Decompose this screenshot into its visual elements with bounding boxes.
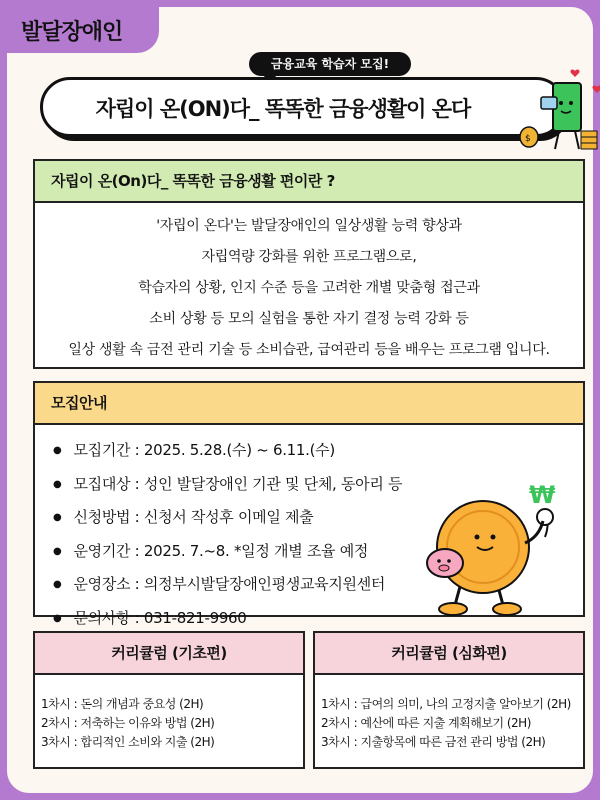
curriculum-item: 1차시 : 급여의 의미, 나의 고정지출 알아보기 (2H) — [321, 697, 571, 711]
piggy-bank-icon — [427, 549, 463, 577]
curriculum-basic — [33, 631, 305, 769]
heart-icon — [570, 70, 579, 77]
curriculum-item: 2차시 : 예산에 따른 지출 계획해보기 (2H) — [321, 716, 531, 730]
recruit-heading: 모집안내 — [35, 383, 583, 425]
intro-section — [33, 159, 585, 369]
won-icon: ₩ — [529, 481, 556, 509]
recruit-item: ● 운영기간 : 2025. 7.~8. *일정 개별 조율 예정 — [53, 536, 583, 570]
curriculum-basic-heading: 커리큘럼 (기초편) — [35, 633, 303, 675]
poster — [7, 7, 593, 793]
intro-line: 소비 상황 등 모의 실험을 통한 자기 결정 능력 강화 등 — [149, 311, 469, 327]
curriculum-item: 3차시 : 지출항목에 따른 금전 관리 방법 (2H) — [321, 735, 546, 749]
heart-icon — [592, 86, 600, 93]
intro-line: '자립이 온다'는 발달장애인의 일상생활 능력 향상과 — [156, 218, 462, 234]
title-banner — [40, 77, 566, 137]
intro-line: 학습자의 상황, 인지 수준 등을 고려한 개별 맞춤형 접근과 — [138, 280, 480, 296]
curriculum-item: 1차시 : 돈의 개념과 중요성 (2H) — [41, 697, 204, 711]
curriculum-item: 3차시 : 합리적인 소비와 지출 (2H) — [41, 735, 215, 749]
intro-line: 자립역량 강화를 위한 프로그램으로, — [201, 249, 417, 265]
intro-heading: 자립이 온(On)다_ 똑똑한 금융생활 편이란 ? — [35, 161, 583, 203]
page-title: 자립이 온(ON)다_ 똑똑한 금융생활이 온다 — [95, 97, 471, 121]
recruit-item: ● 문의사항 : 031-821-9960 — [53, 603, 583, 637]
curriculum-advanced-heading: 커리큘럼 (심화편) — [315, 633, 583, 675]
recruit-item: ● 신청방법 : 신청서 작성후 이메일 제출 — [53, 502, 583, 536]
category-tag-label: 발달장애인 — [21, 20, 123, 45]
svg-text:$: $ — [525, 134, 531, 144]
curriculum-basic-list — [35, 675, 303, 752]
recruit-item: ● 모집기간 : 2025. 5.28.(수) ~ 6.11.(수) — [53, 435, 583, 469]
curriculum-item: 2차시 : 저축하는 이유와 방법 (2H) — [41, 716, 215, 730]
curriculum-advanced-list — [315, 675, 583, 752]
recruit-badge: 금융교육 학습자 모집! — [249, 52, 411, 76]
intro-text — [35, 203, 583, 366]
category-tag — [7, 7, 159, 53]
intro-line: 일상 생활 속 금전 관리 기술 등 소비습관, 급여관리 등을 배우는 프로그램 입니다. — [68, 342, 550, 358]
recruit-item: ● 모집대상 : 성인 발달장애인 기관 및 단체, 동아리 등 — [53, 469, 583, 503]
coin-character-illustration — [425, 477, 585, 617]
mascot-illustration — [519, 69, 600, 159]
recruit-item: ● 운영장소 : 의정부시발달장애인평생교육지원센터 — [53, 569, 583, 603]
curriculum-advanced — [313, 631, 585, 769]
